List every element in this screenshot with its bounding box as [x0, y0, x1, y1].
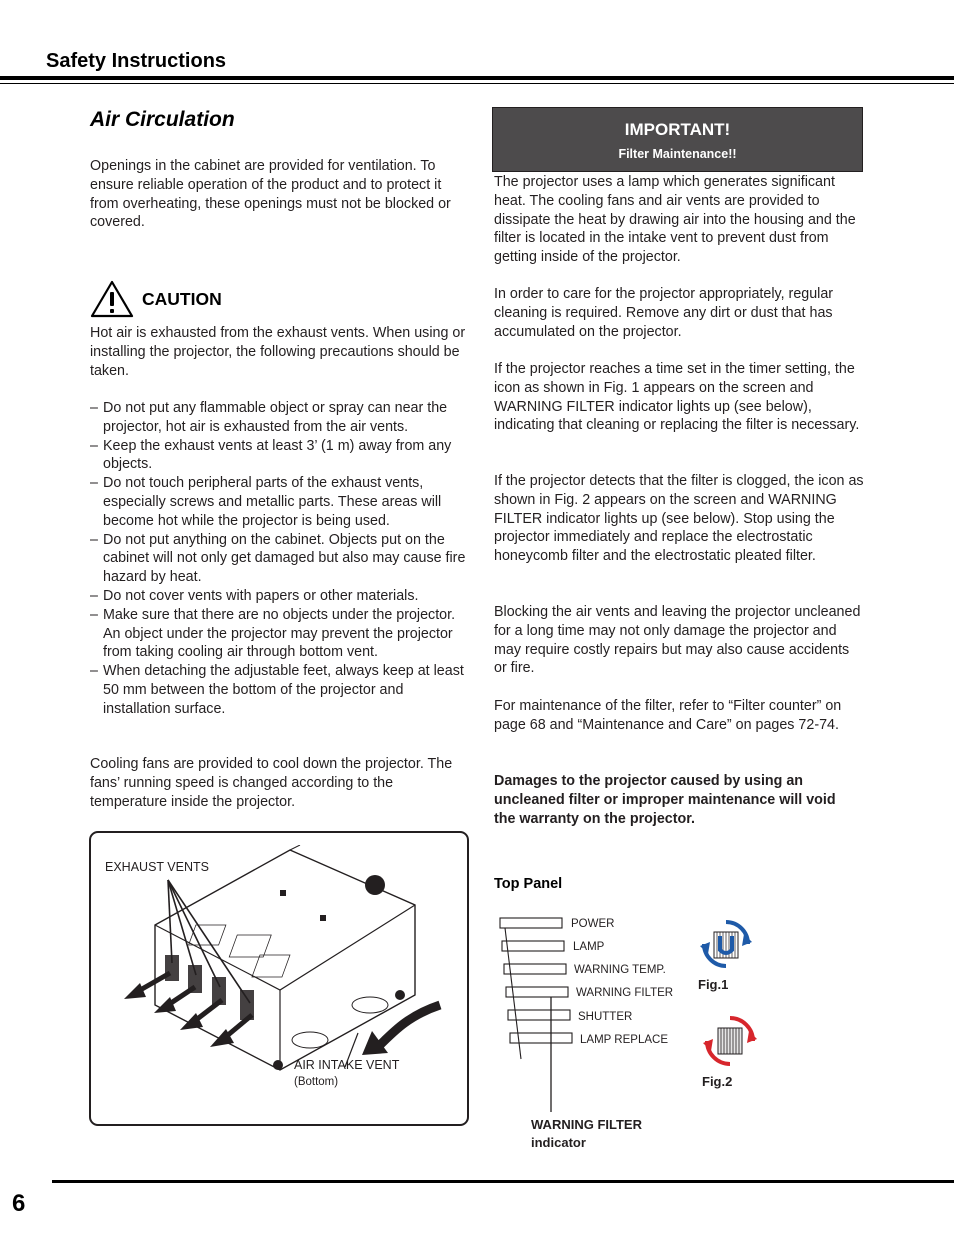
- fig1-label: Fig.1: [698, 977, 729, 992]
- caution-label: CAUTION: [142, 288, 222, 309]
- filter-timer-icon: [698, 918, 754, 970]
- important-banner: [492, 107, 863, 172]
- list-item: – Do not touch peripheral parts of the exhaust vents, especially screws and metallic parts. These areas will become hot while the projector is being used.: [90, 474, 472, 530]
- filter-paragraph-2: In order to care for the projector appropriately, regular cleaning is required. Remove any dirt or dust that has accumulated on the projector.: [494, 286, 834, 340]
- fig2-label: Fig.2: [702, 1074, 733, 1089]
- list-item: – Do not cover vents with papers or other materials.: [90, 587, 472, 606]
- page-number: 6: [12, 1190, 26, 1217]
- section-title: Air Circulation: [90, 108, 235, 131]
- list-item: – When detaching the adjustable feet, always keep at least 50 mm between the bottom of the projector and installation surface.: [90, 662, 472, 718]
- indicator-power: POWER: [571, 918, 615, 930]
- filter-clogged-icon: [702, 1014, 758, 1068]
- filter-paragraph-6: For maintenance of the filter, refer to “Filter counter” on page 68 and “Maintenance and Care” on pages 72-74.: [494, 698, 842, 733]
- indicator-lamp: LAMP: [573, 941, 605, 953]
- top-panel-title: Top Panel: [494, 876, 563, 892]
- warning-triangle-icon: [90, 280, 134, 318]
- indicator-lamp-replace: LAMP REPLACE: [580, 1034, 668, 1046]
- header-rule-thin: [0, 83, 954, 84]
- important-title: IMPORTANT!: [624, 120, 731, 139]
- indicator-warning-filter: WARNING FILTER: [576, 987, 674, 999]
- header-rule: [0, 76, 954, 80]
- list-item: – Do not put any flammable object or spray can near the projector, hot air is exhausted from the air vents.: [90, 399, 472, 437]
- list-item: – Do not put anything on the cabinet. Objects put on the cabinet will not only get damaged but also may cause fire hazard by heat.: [90, 531, 472, 587]
- caution-intro: Hot air is exhausted from the exhaust vents. When using or installing the projector, the following precautions should be taken.: [90, 325, 466, 379]
- exhaust-vents-label: EXHAUST VENTS: [105, 860, 209, 874]
- page-header-title: Safety Instructions: [46, 50, 227, 72]
- filter-paragraph-4: If the projector detects that the filter is clogged, the icon as shown in Fig. 2 appears on the screen and WARNING FILTER indicator lights up (see below). Stop using the projector immediately and replace the electrostatic honeycomb filter and the electrostatic pleated filter.: [494, 473, 864, 565]
- projector-illustration: [110, 845, 450, 1075]
- indicator-shutter: SHUTTER: [578, 1011, 633, 1023]
- precautions-list: [90, 399, 472, 719]
- footer-rule: [52, 1180, 954, 1183]
- air-intake-sub-label: (Bottom): [294, 1076, 339, 1088]
- air-intake-label: AIR INTAKE VENT: [294, 1058, 400, 1072]
- filter-paragraph-3: If the projector reaches a time set in the timer setting, the icon as shown in Fig. 1 appears on the screen and WARNING FILTER indicator lights up (see below), indicating that cleaning or replacing the filter is necessary.: [494, 361, 860, 434]
- warning-filter-label: WARNING FILTER: [531, 1117, 642, 1132]
- warranty-notice: Damages to the projector caused by using an uncleaned filter or improper maintenance will void the warranty on the projector.: [494, 773, 836, 827]
- important-subtitle: Filter Maintenance!!: [618, 147, 737, 161]
- cooling-fans-text: Cooling fans are provided to cool down the projector. The fans’ running speed is changed according to the temperature inside the projector.: [90, 756, 453, 810]
- filter-paragraph-5: Blocking the air vents and leaving the projector uncleaned for a long time may not only damage the projector and may require costly repairs but may also cause accidents or fire.: [494, 604, 861, 677]
- list-item: – Keep the exhaust vents at least 3’ (1 m) away from any objects.: [90, 437, 472, 475]
- ventilation-intro: Openings in the cabinet are provided for ventilation. To ensure reliable operation of the product and to protect it from overheating, these openings must not be blocked or covered.: [90, 158, 451, 231]
- indicator-warning-temp: WARNING TEMP.: [574, 964, 666, 976]
- list-item: – Make sure that there are no objects under the projector. An object under the projector may prevent the projector from taking cooling air through bottom vent.: [90, 606, 472, 662]
- warning-filter-sub-label: indicator: [531, 1135, 586, 1150]
- caution-heading: [90, 280, 222, 318]
- filter-paragraph-1: The projector uses a lamp which generates significant heat. The cooling fans and air vents are provided to dissipate the heat by drawing air into the housing and the filter is located in the intake vent to prevent dust from getting inside of the projector.: [494, 174, 856, 266]
